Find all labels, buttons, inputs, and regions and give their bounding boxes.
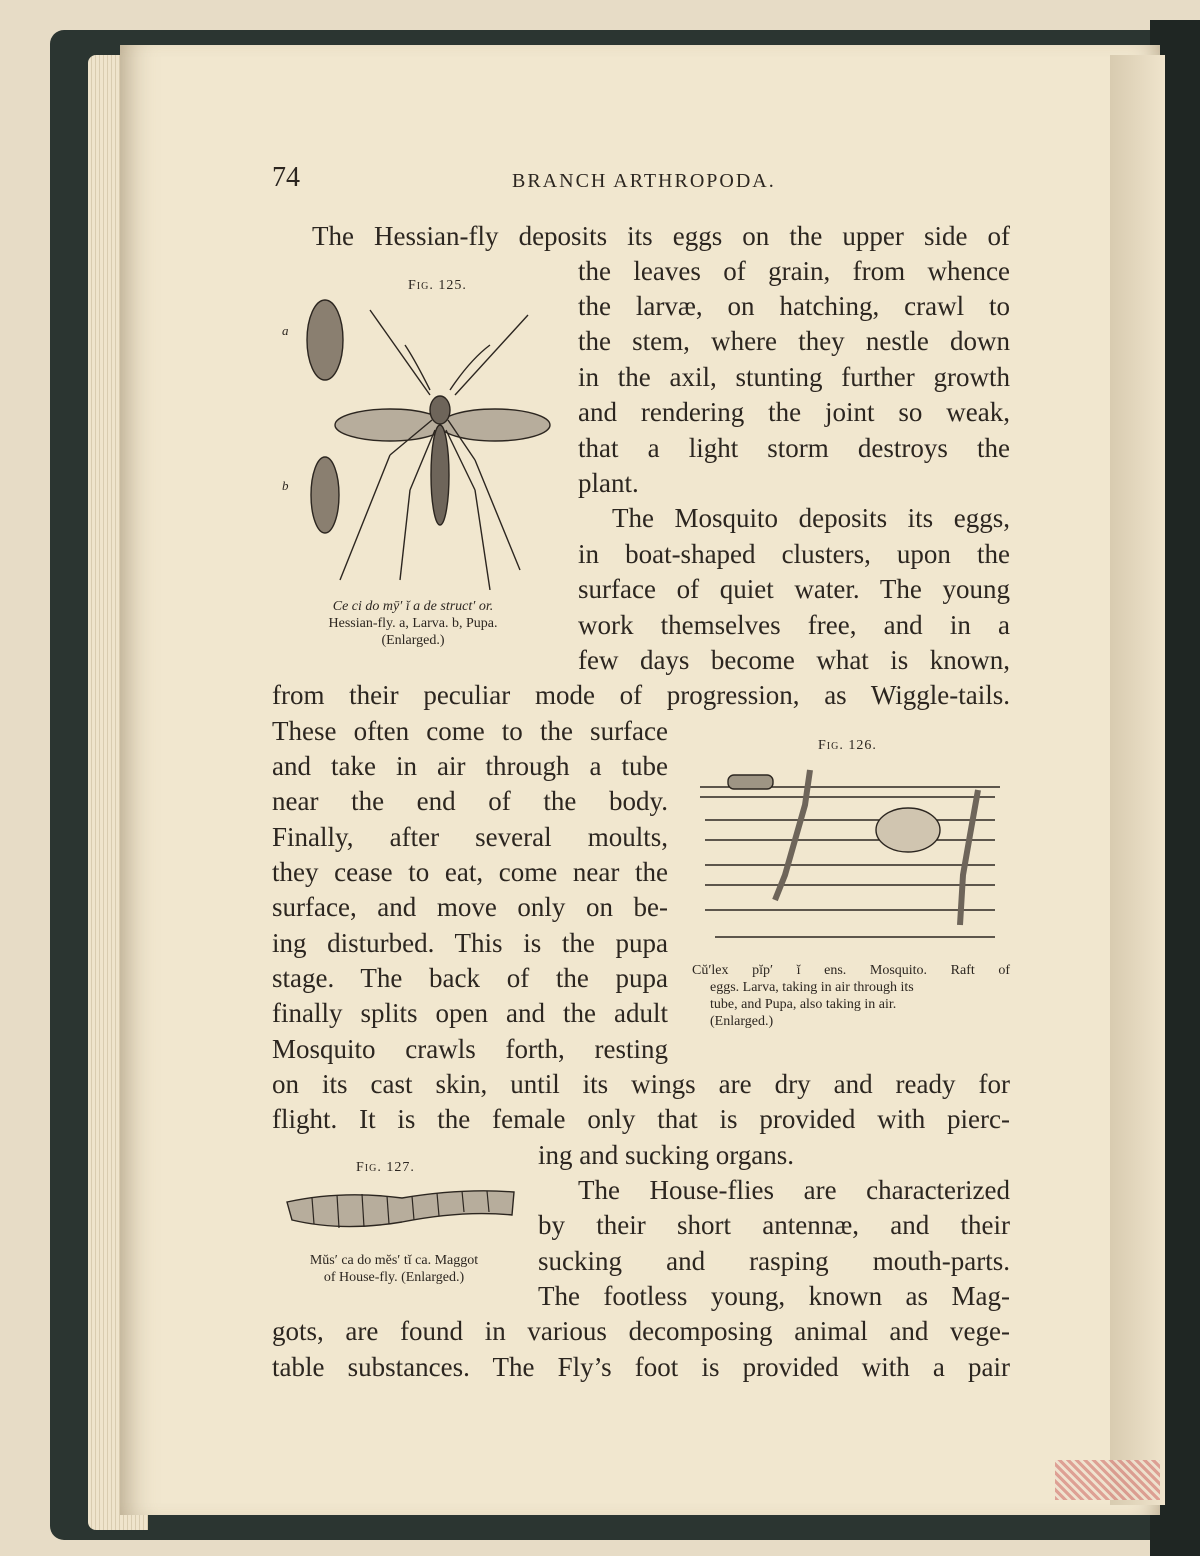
text-line: the stem, where they nestle down (578, 326, 1010, 356)
fig125-label: Fig. 125. (408, 278, 467, 293)
fig127-caption-line2: of House-fly. (Enlarged.) (323, 1270, 465, 1285)
mosquito-larva-illustration (695, 765, 1007, 945)
text-line: surface of quiet water. The young (578, 574, 1010, 604)
text-line: work themselves free, and in a (578, 610, 1010, 640)
text-line: the larvæ, on hatching, crawl to (578, 291, 1010, 321)
text-line: in the axil, stunting further growth (578, 362, 1010, 392)
text-line: table substances. The Fly’s foot is provided with a pair (272, 1352, 1010, 1382)
text-line: that a light storm destroys the (578, 433, 1010, 463)
fig125-letter-b: b (282, 478, 289, 493)
text-line: near the end of the body. (272, 786, 668, 816)
text-line: the leaves of grain, from whence (578, 256, 1010, 286)
text-line: and rendering the joint so weak, (578, 397, 1010, 427)
facing-page-edge (1110, 55, 1165, 1505)
fig125-caption-line3: (Enlarged.) (381, 633, 445, 648)
text-line: on its cast skin, until its wings are dry and ready for (272, 1069, 1010, 1099)
text-line: sucking and rasping mouth-parts. (538, 1246, 1010, 1276)
text-line: gots, are found in various decomposing animal and vege- (272, 1316, 1010, 1346)
text-line: they cease to eat, come near the (272, 857, 668, 887)
text-line: The footless young, known as Mag- (538, 1281, 1010, 1311)
text-line: surface, and move only on be- (272, 892, 668, 922)
text-line: The Hessian-fly deposits its eggs on the upper side of (312, 221, 1010, 251)
text-line: plant. (578, 468, 639, 498)
text-line: few days become what is known, (578, 645, 1010, 675)
fig127-label: Fig. 127. (356, 1160, 415, 1175)
text-line: The House-flies are characterized (578, 1175, 1010, 1205)
text-line: Finally, after several moults, (272, 822, 668, 852)
text-line: ing disturbed. This is the pupa (272, 928, 668, 958)
text-line: stage. The back of the pupa (272, 963, 668, 993)
fig126-caption-line1: Cŭ′lex pĭp′ ĭ ens. Mosquito. Raft of (692, 963, 1010, 978)
bookmark-cloth (1055, 1460, 1160, 1500)
fig126-caption-line2: eggs. Larva, taking in air through its (710, 980, 914, 995)
text-line: and take in air through a tube (272, 751, 668, 781)
text-line: The Mosquito deposits its eggs, (612, 503, 1010, 533)
hessian-fly-illustration (280, 290, 560, 590)
text-line: flight. It is the female only that is provided with pierc- (272, 1104, 1010, 1134)
text-line: ing and sucking organs. (538, 1140, 794, 1170)
text-line: by their short antennæ, and their (538, 1210, 1010, 1240)
fig125-caption-line2: Hessian-fly. a, Larva. b, Pupa. (328, 616, 498, 631)
fig126-label: Fig. 126. (818, 738, 877, 753)
fig126-caption-line3: tube, and Pupa, also taking in air. (710, 997, 897, 1012)
text-line: Mosquito crawls forth, resting (272, 1034, 668, 1064)
fig127-caption-line1: Mŭs′ ca do mĕs′ tĭ ca. Maggot (309, 1253, 479, 1268)
fig126-caption-line4: (Enlarged.) (710, 1014, 774, 1029)
text-line: finally splits open and the adult (272, 998, 668, 1028)
fig125-caption-scientific: Ce ci do mȳ′ ĭ a de struct′ or. (332, 599, 494, 614)
maggot-illustration (282, 1180, 522, 1240)
fig125-letter-a: a (282, 323, 289, 338)
page-number: 74 (272, 162, 300, 193)
text-line: These often come to the surface (272, 716, 668, 746)
text-line: from their peculiar mode of progression, as Wiggle-tails. (272, 680, 1010, 710)
running-title: BRANCH ARTHROPODA. (512, 170, 776, 192)
text-line: in boat-shaped clusters, upon the (578, 539, 1010, 569)
